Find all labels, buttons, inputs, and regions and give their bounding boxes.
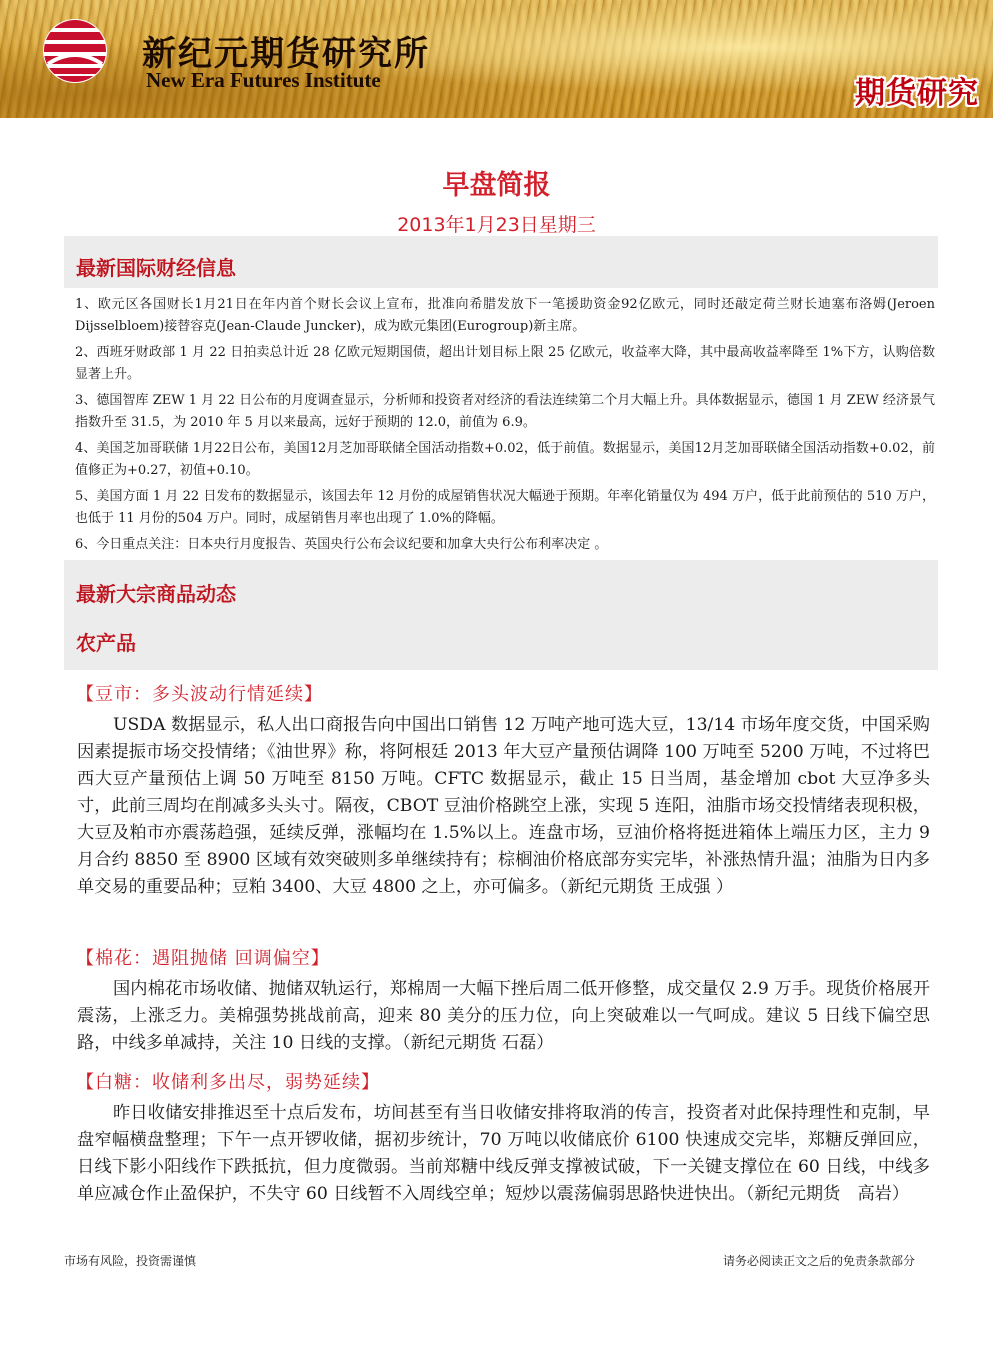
commodity-body-cotton: 国内棉花市场收储、抛储双轨运行，郑棉周一大幅下挫后周二低开修整，成交量仅 2.9 万手。现货价格展开震荡，上涨乏力。美棉强势挑战前高，迎来 80 美分的压力位，向上突破难以一气呵成。建议 5 日线下偏空思路，中线多单减持，关注 10 日线的支撑。（新纪元期货 石磊）: [77, 979, 930, 1053]
section-heading-label: 最新国际财经信息: [76, 256, 236, 280]
header-banner: [0, 0, 993, 118]
commodity-body-soybean: USDA 数据显示，私人出口商报告向中国出口销售 12 万吨产地可选大豆，13/14 市场年度交货，中国采购因素提振市场交投情绪；《油世界》称，将阿根廷 2013 年大豆产量预估调降 100 万吨至 5200 万吨，不过将巴西大豆产量预估上调 50 万吨至 8150 万吨。CFTC 数据显示，截止 15 日当周，基金增加 cbot 大豆净多头寸，此前三周均在削减多头头寸。隔夜，CBOT 豆油价格跳空上涨，实现 5 连阳，油脂市场交投情绪表现积极，大豆及粕市亦震荡趋强，延续反弹，涨幅均在 1.5%以上。连盘市场，豆油价格将挺进箱体上端压力区，主力 9 月合约 8850 至 8900 区域有效突破则多单继续持有；棕榈油价格底部夯实完毕，补涨热情升温；油脂为日内多单交易的重要品种；豆粕 3400、大豆 4800 之上，亦可偏多。（新纪元期货 王成强 ）: [77, 715, 930, 897]
section-heading-intl: [64, 236, 938, 288]
section-subheading-label: 农产品: [76, 631, 136, 655]
commodity-title-soybean: 【豆市：多头波动行情延续】: [76, 684, 323, 705]
news-list: [75, 294, 935, 560]
report-title: 早盘简报: [442, 170, 551, 201]
section-heading-commodity: [64, 560, 938, 670]
brand-name-cn: 新纪元期货研究所: [142, 34, 430, 74]
commodity-title-sugar: 【白糖：收储利多出尽，弱势延续】: [76, 1072, 380, 1093]
commodity-title-cotton: 【棉花：遇阻抛储 回调偏空】: [76, 948, 330, 969]
news-item: 2、西班牙财政部 1 月 22 日拍卖总计近 28 亿欧元短期国债，超出计划目标上限 25 亿欧元，收益率大降，其中最高收益率降至 1%下方，认购倍数显著上升。: [75, 345, 935, 382]
sun-stripes-logo-icon: [42, 18, 108, 84]
brand-name-en: New Era Futures Institute: [146, 68, 381, 92]
news-item: 6、今日重点关注：日本央行月度报告、英国央行公布会议纪要和加拿大央行公布利率决定 。: [75, 537, 608, 552]
footer-disclaimer-notice: 请务必阅读正文之后的免责条款部分: [722, 1254, 915, 1268]
news-item: 5、美国方面 1 月 22 日发布的数据显示，该国去年 12 月份的成屋销售状况大幅逊于预期。年率化销量仅为 494 万户，低于此前预估的 510 万户，也低于 11 月份的504 万户。同时，成屋销售月率也出现了 1.0%的降幅。: [75, 489, 935, 526]
section-heading-label: 最新大宗商品动态: [76, 582, 236, 606]
commodity-body-sugar: 昨日收储安排推迟至十点后发布，坊间甚至有当日收储安排将取消的传言，投资者对此保持理性和克制，早盘窄幅横盘整理；下午一点开锣收储，据初步统计，70 万吨以收储底价 6100 快速成交完毕，郑糖反弹回应，日线下影小阳线作下跌抵抗，但力度微弱。当前郑糖中线反弹支撑被试破，下一关键支撑位在 60 日线，中线多单应减仓作止盈保护，不失守 60 日线暂不入周线空单；短炒以震荡偏弱思路快进快出。（新纪元期货 高岩）: [77, 1103, 930, 1204]
banner-tag: 期货研究: [855, 76, 979, 111]
report-date: 2013年1月23日星期三: [397, 214, 596, 236]
news-item: 1、欧元区各国财长1月21日在年内首个财长会议上宣布，批准向希腊发放下一笔援助资金92亿欧元，同时还敲定荷兰财长迪塞布洛姆(Jeroen Dijsselbloem)接替容克(Jean-Claude Juncker)，成为欧元集团(Eurogroup)新主席。: [75, 297, 935, 334]
news-item: 3、德国智库 ZEW 1 月 22 日公布的月度调查显示，分析师和投资者对经济的看法连续第二个月大幅上升。具体数据显示，德国 1 月 ZEW 经济景气指数升至 31.5，为 2010 年 5 月以来最高，远好于预期的 12.0，前值为 6.9。: [75, 393, 935, 430]
news-item: 4、美国芝加哥联储 1月22日公布，美国12月芝加哥联储全国活动指数+0.02，低于前值。数据显示，美国12月芝加哥联储全国活动指数+0.02，前值修正为+0.27，初值+0.10。: [75, 441, 935, 478]
footer-risk-notice: 市场有风险，投资需谨慎: [64, 1254, 197, 1268]
